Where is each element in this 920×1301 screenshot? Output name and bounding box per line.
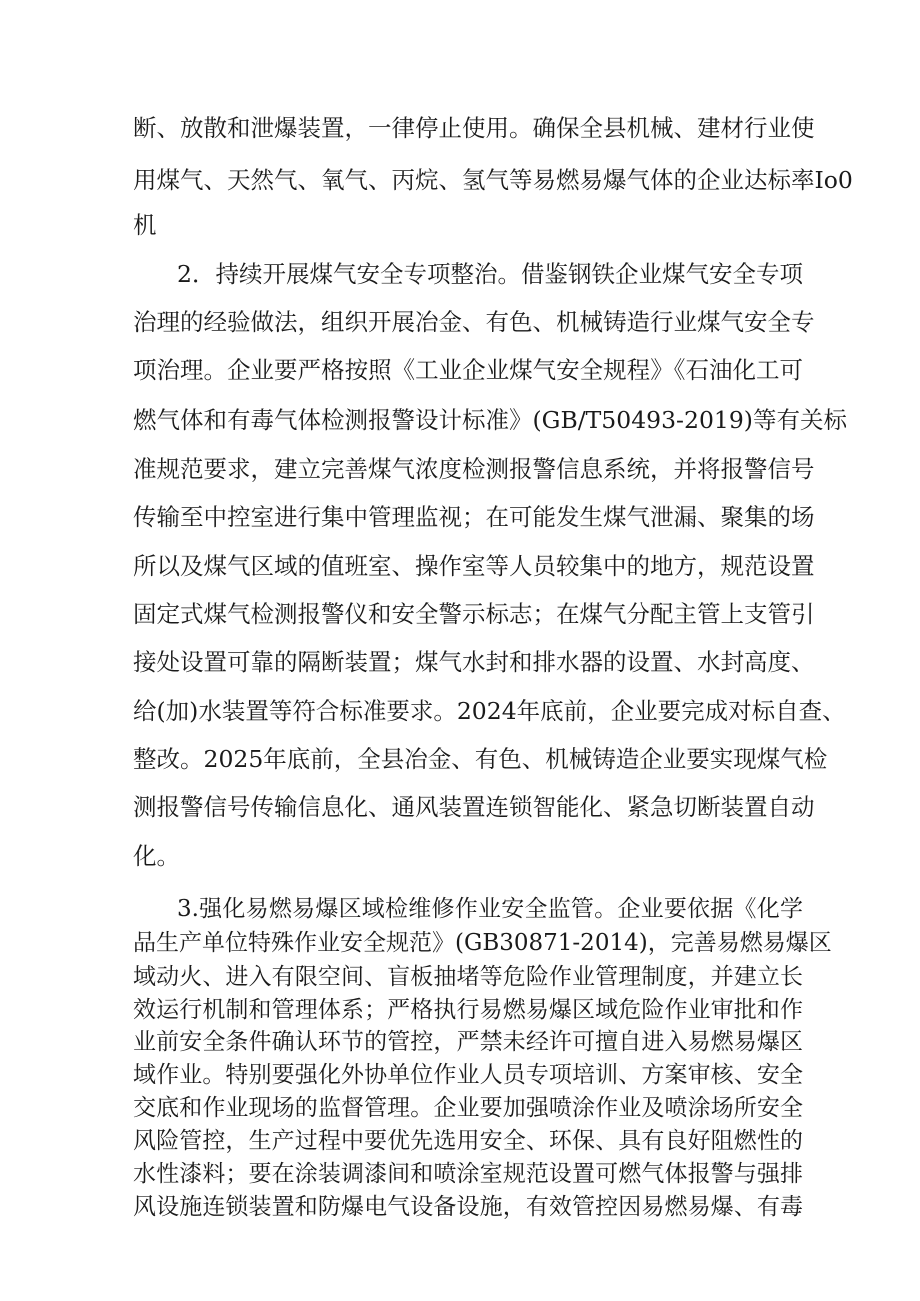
text-line: 整改。2025年底前，全县冶金、有色、机械铸造企业要实现煤气检	[133, 745, 828, 773]
text-line: 准规范要求，建立完善煤气浓度检测报警信息系统，并将报警信号	[133, 455, 815, 483]
text-line: 固定式煤气检测报警仪和安全警示标志；在煤气分配主管上支管引	[133, 600, 815, 628]
text-line: 项治理。企业要严格按照《工业企业煤气安全规程》《石油化工可	[133, 356, 803, 384]
text-line: 3.强化易燃易爆区域检维修作业安全监管。企业要依据《化学	[177, 896, 803, 922]
text-line: 机	[133, 211, 157, 239]
text-line: 域作业。特别要强化外协单位作业人员专项培训、方案审核、安全	[133, 1062, 803, 1088]
text-line: 所以及煤气区域的值班室、操作室等人员较集中的地方，规范设置	[133, 552, 815, 580]
text-line: 效运行机制和管理体系；严格执行易燃易爆区域危险作业审批和作	[133, 997, 803, 1023]
text-line: 化。	[133, 842, 180, 870]
text-line: 风险管控，生产过程中要优先选用安全、环保、具有良好阻燃性的	[133, 1128, 803, 1154]
text-line: 水性漆料；要在涂装调漆间和喷涂室规范设置可燃气体报警与强排	[133, 1161, 803, 1187]
text-line: 治理的经验做法，组织开展冶金、有色、机械铸造行业煤气安全专	[133, 308, 815, 336]
text-line: 业前安全条件确认环节的管控，严禁未经许可擅自进入易燃易爆区	[133, 1029, 803, 1055]
text-line: 燃气体和有毒气体检测报警设计标准》(GB/T50493-2019)等有关标	[133, 406, 847, 434]
text-line: 交底和作业现场的监督管理。企业要加强喷涂作业及喷涂场所安全	[133, 1095, 803, 1121]
text-line: 测报警信号传输信息化、通风装置连锁智能化、紧急切断装置自动	[133, 793, 815, 821]
text-line: 品生产单位特殊作业安全规范》(GB30871-2014)，完善易燃易爆区	[133, 930, 832, 956]
text-line: 给(加)水装置等符合标准要求。2024年底前，企业要完成对标自查、	[133, 697, 846, 725]
text-line: 接处设置可靠的隔断装置；煤气水封和排水器的设置、水封高度、	[133, 648, 815, 676]
text-line: 传输至中控室进行集中管理监视；在可能发生煤气泄漏、聚集的场	[133, 503, 815, 531]
text-line: 风设施连锁装置和防爆电气设备设施，有效管控因易燃易爆、有毒	[133, 1194, 803, 1220]
text-line: 断、放散和泄爆装置，一律停止使用。确保全县机械、建材行业使	[133, 114, 815, 142]
text-line: 用煤气、天然气、氧气、丙烷、氢气等易燃易爆气体的企业达标率Io0	[133, 166, 853, 194]
text-line: 2．持续开展煤气安全专项整治。借鉴钢铁企业煤气安全专项	[177, 260, 803, 288]
text-line: 域动火、进入有限空间、盲板抽堵等危险作业管理制度，并建立长	[133, 964, 803, 990]
